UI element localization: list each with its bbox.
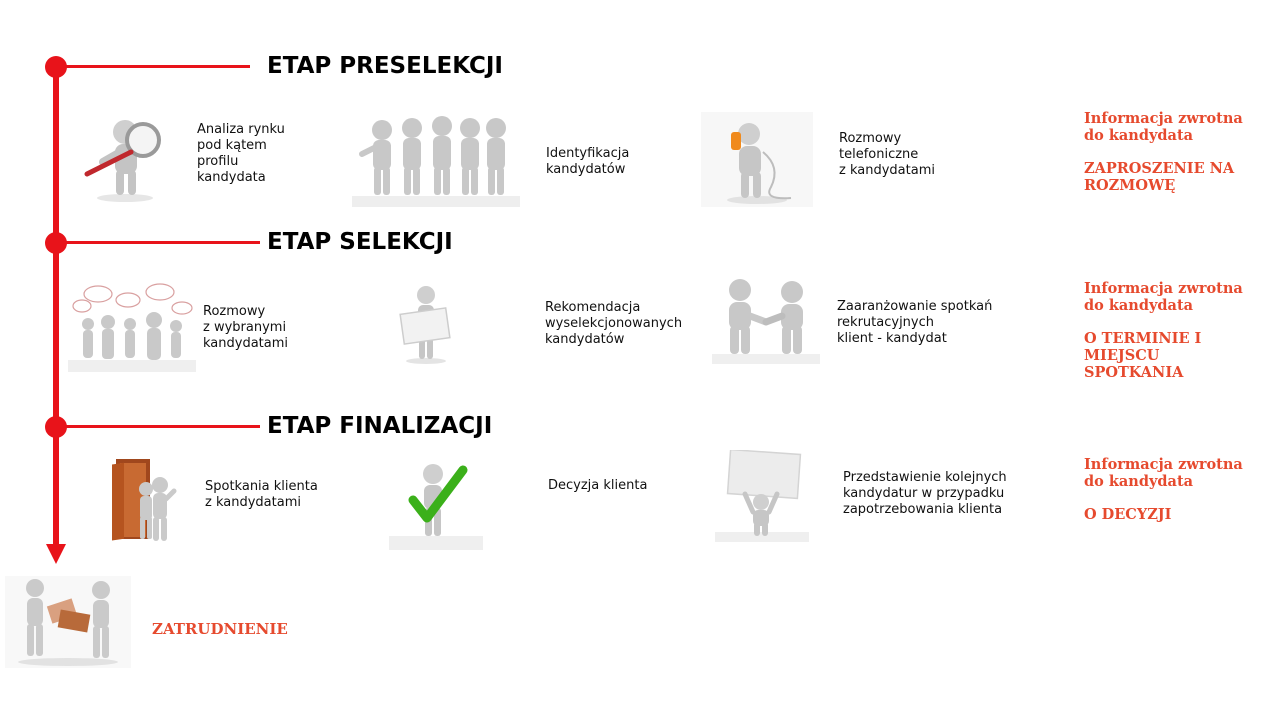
step-selected-interviews-label: Rozmowy z wybranymi kandydatami	[203, 304, 289, 351]
stage-1-connector	[56, 65, 250, 68]
stage-2-connector	[56, 241, 260, 244]
stage-3-title: ETAP FINALIZACJI	[267, 413, 493, 439]
stage-1-feedback-detail: ZAPROSZENIE NA ROZMOWĘ	[1084, 160, 1235, 194]
stage-3-connector	[56, 425, 260, 428]
board-figure-icon	[715, 450, 809, 542]
magnifier-figure-icon	[75, 108, 175, 203]
timeline-arrowhead	[46, 544, 66, 564]
final-hiring-label: ZATRUDNIENIE	[152, 620, 288, 638]
stage-1-feedback-title: Informacja zwrotna do kandydata	[1084, 110, 1243, 144]
phone-figure-icon	[701, 112, 813, 207]
stage-3-feedback-title: Informacja zwrotna do kandydata	[1084, 456, 1243, 490]
handover-figures-icon	[5, 576, 131, 668]
step-phone-interviews-label: Rozmowy telefoniczne z kandydatami	[839, 131, 935, 178]
step-recommendation-label: Rekomendacja wyselekcjonowanych kandydatów	[545, 300, 683, 347]
step-market-analysis-label: Analiza rynku pod kątem profilu kandydata	[197, 122, 285, 185]
step-client-decision-label: Decyzja klienta	[548, 478, 648, 493]
timeline-vertical-line	[53, 66, 59, 546]
step-arrange-meetings-label: Zaaranżowanie spotkań rekrutacyjnych klient - kandydat	[837, 299, 993, 346]
step-candidate-identification-label: Identyfikacja kandydatów	[546, 146, 630, 177]
step-further-candidates-label: Przedstawienie kolejnych kandydatur w przypadku zapotrzebowania klienta	[843, 470, 1007, 517]
stage-2-title: ETAP SELEKCJI	[267, 229, 453, 255]
door-figures-icon	[108, 455, 180, 545]
stage-3-feedback-detail: O DECYZJI	[1084, 506, 1172, 523]
stage-2-feedback-title: Informacja zwrotna do kandydata	[1084, 280, 1243, 314]
stage-1-title: ETAP PRESELEKCJI	[267, 53, 503, 79]
crowd-speech-icon	[68, 282, 196, 372]
sign-figure-icon	[398, 283, 454, 365]
checkmark-figure-icon	[389, 462, 483, 550]
handshake-icon	[712, 276, 820, 364]
step-client-meetings-label: Spotkania klienta z kandydatami	[205, 479, 318, 510]
group-figures-icon	[352, 112, 520, 207]
stage-2-feedback-detail: O TERMINIE I MIEJSCU SPOTKANIA	[1084, 330, 1202, 381]
